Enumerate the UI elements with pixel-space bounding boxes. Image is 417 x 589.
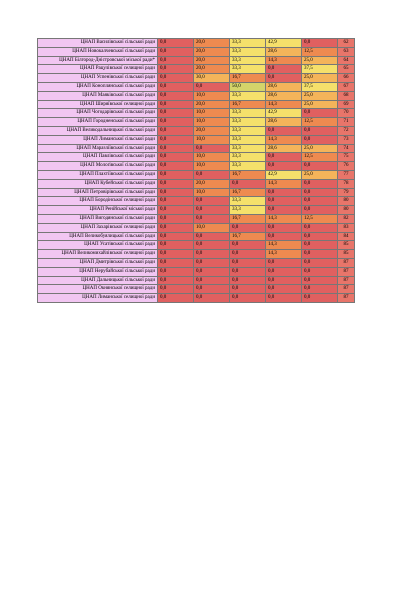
score-cell: 16,7 (230, 214, 266, 223)
rank-cell: 73 (338, 135, 355, 144)
cnap-name-cell: ЦНАП Новокалчевської сільської ради (38, 47, 158, 56)
score-cell: 10,0 (194, 109, 230, 118)
score-cell: 0,0 (266, 153, 302, 162)
score-cell: 0,0 (302, 162, 338, 171)
score-cell: 0,0 (194, 267, 230, 276)
ranking-table (37, 38, 355, 303)
score-cell: 16,7 (230, 232, 266, 241)
score-cell: 0,0 (158, 285, 194, 294)
score-cell: 0,0 (158, 91, 194, 100)
score-cell: 0,0 (158, 258, 194, 267)
score-cell: 16,7 (230, 74, 266, 83)
cnap-name-cell: ЦНАП Великодальницької сільської ради (38, 126, 158, 135)
cnap-name-cell: ЦНАП Рацулівської селищної ради (38, 65, 158, 74)
cnap-name-cell: ЦНАП Вигодянської сільської ради (38, 214, 158, 223)
score-cell: 0,0 (194, 294, 230, 303)
table-row (38, 47, 355, 56)
cnap-name-cell: ЦНАП Дальницької сільської ради (38, 276, 158, 285)
score-cell: 0,0 (158, 144, 194, 153)
rank-cell: 87 (338, 285, 355, 294)
score-cell: 12,5 (302, 118, 338, 127)
score-cell: 0,0 (194, 82, 230, 91)
score-cell: 0,0 (302, 206, 338, 215)
score-cell: 30,0 (194, 74, 230, 83)
cnap-name-cell: ЦНАП Лиманської селищної ради (38, 294, 158, 303)
score-cell: 0,0 (194, 206, 230, 215)
score-cell: 33,3 (230, 135, 266, 144)
score-cell: 0,0 (158, 47, 194, 56)
score-cell: 0,0 (158, 250, 194, 259)
table-row (38, 39, 355, 48)
table-row (38, 276, 355, 285)
score-cell: 16,7 (230, 170, 266, 179)
score-cell: 0,0 (194, 258, 230, 267)
cnap-name-cell: ЦНАП Кубейської сільської ради (38, 179, 158, 188)
score-cell: 28,6 (266, 47, 302, 56)
score-cell: 0,0 (266, 258, 302, 267)
score-cell: 0,0 (158, 126, 194, 135)
cnap-name-cell: ЦНАП Ренійської міської ради (38, 206, 158, 215)
cnap-name-cell: ЦНАП Василівської сільської ради (38, 39, 158, 48)
score-cell: 42,9 (266, 39, 302, 48)
table-row (38, 258, 355, 267)
rank-cell: 85 (338, 241, 355, 250)
score-cell: 16,7 (230, 188, 266, 197)
score-cell: 0,0 (266, 162, 302, 171)
score-cell: 0,0 (158, 276, 194, 285)
score-cell: 0,0 (194, 241, 230, 250)
score-cell: 10,0 (194, 188, 230, 197)
score-cell: 20,0 (194, 100, 230, 109)
rank-cell: 78 (338, 179, 355, 188)
score-cell: 37,5 (302, 82, 338, 91)
rank-cell: 70 (338, 109, 355, 118)
table-row (38, 250, 355, 259)
rank-cell: 75 (338, 153, 355, 162)
rank-cell: 77 (338, 170, 355, 179)
table-row (38, 188, 355, 197)
score-cell: 33,3 (230, 197, 266, 206)
score-cell: 0,0 (230, 294, 266, 303)
score-cell: 12,5 (302, 214, 338, 223)
rank-cell: 85 (338, 250, 355, 259)
rank-cell: 72 (338, 126, 355, 135)
score-cell: 33,3 (230, 91, 266, 100)
score-cell: 0,0 (158, 267, 194, 276)
score-cell: 0,0 (266, 223, 302, 232)
score-cell: 16,7 (230, 100, 266, 109)
score-cell: 0,0 (194, 285, 230, 294)
score-cell: 0,0 (266, 65, 302, 74)
table-row (38, 285, 355, 294)
score-cell: 0,0 (230, 179, 266, 188)
score-cell: 0,0 (194, 276, 230, 285)
score-cell: 33,3 (230, 153, 266, 162)
score-cell: 0,0 (194, 250, 230, 259)
table-row (38, 206, 355, 215)
score-cell: 28,6 (266, 118, 302, 127)
score-cell: 0,0 (230, 258, 266, 267)
cnap-name-cell: ЦНАП Маразліївської сільської ради (38, 144, 158, 153)
rank-cell: 64 (338, 56, 355, 65)
rank-cell: 68 (338, 91, 355, 100)
score-cell: 0,0 (194, 232, 230, 241)
score-cell: 0,0 (158, 188, 194, 197)
score-cell: 0,0 (158, 39, 194, 48)
cnap-name-cell: ЦНАП Дмитрівської сільської ради (38, 258, 158, 267)
score-cell: 0,0 (266, 267, 302, 276)
cnap-name-cell: ЦНАП Лиманської сільської ради (38, 135, 158, 144)
rank-cell: 80 (338, 197, 355, 206)
score-cell: 0,0 (158, 118, 194, 127)
score-cell: 0,0 (230, 223, 266, 232)
score-cell: 0,0 (302, 276, 338, 285)
score-cell: 0,0 (302, 188, 338, 197)
score-cell: 42,9 (266, 170, 302, 179)
score-cell: 0,0 (266, 197, 302, 206)
table-row (38, 56, 355, 65)
score-cell: 0,0 (158, 100, 194, 109)
cnap-name-cell: ЦНАП Петровірівської сільської ради (38, 188, 158, 197)
rank-cell: 62 (338, 39, 355, 48)
score-cell: 0,0 (302, 232, 338, 241)
score-cell: 25,0 (302, 170, 338, 179)
score-cell: 33,3 (230, 39, 266, 48)
rank-cell: 84 (338, 232, 355, 241)
score-cell: 0,0 (158, 162, 194, 171)
score-cell: 0,0 (302, 294, 338, 303)
score-cell: 10,0 (194, 153, 230, 162)
table-row (38, 91, 355, 100)
cnap-name-cell: ЦНАП Павлівської сільської ради (38, 153, 158, 162)
score-cell: 12,5 (302, 47, 338, 56)
table-row (38, 179, 355, 188)
score-cell: 0,0 (158, 223, 194, 232)
score-cell: 10,0 (194, 118, 230, 127)
rank-cell: 83 (338, 223, 355, 232)
rank-cell: 87 (338, 276, 355, 285)
score-cell: 20,0 (194, 56, 230, 65)
score-cell: 0,0 (158, 135, 194, 144)
cnap-name-cell: ЦНАП Нерубайської сільської ради (38, 267, 158, 276)
score-cell: 10,0 (194, 223, 230, 232)
cnap-name-cell: ЦНАП Ширяївської селищної ради (38, 100, 158, 109)
rank-cell: 69 (338, 100, 355, 109)
score-cell: 0,0 (302, 126, 338, 135)
score-cell: 0,0 (302, 223, 338, 232)
score-cell: 33,3 (230, 126, 266, 135)
rank-cell: 66 (338, 74, 355, 83)
score-cell: 0,0 (158, 206, 194, 215)
score-cell: 0,0 (158, 74, 194, 83)
score-cell: 0,0 (302, 250, 338, 259)
score-cell: 0,0 (230, 285, 266, 294)
score-cell: 33,3 (230, 65, 266, 74)
score-cell: 0,0 (194, 144, 230, 153)
score-cell: 0,0 (266, 74, 302, 83)
rank-cell: 79 (338, 188, 355, 197)
table-row (38, 241, 355, 250)
cnap-name-cell: ЦНАП Захарівської селищної ради (38, 223, 158, 232)
score-cell: 20,0 (194, 126, 230, 135)
score-cell: 0,0 (302, 258, 338, 267)
score-cell: 0,0 (302, 109, 338, 118)
cnap-name-cell: ЦНАП Чогодарівської сільської ради (38, 109, 158, 118)
score-cell: 0,0 (302, 135, 338, 144)
table-row (38, 118, 355, 127)
score-cell: 0,0 (158, 170, 194, 179)
score-cell: 0,0 (158, 153, 194, 162)
score-cell: 0,0 (266, 276, 302, 285)
cnap-name-cell: ЦНАП Великобуялицької сільської ради (38, 232, 158, 241)
score-cell: 14,3 (266, 179, 302, 188)
table-row (38, 135, 355, 144)
score-cell: 0,0 (158, 65, 194, 74)
table-row (38, 214, 355, 223)
table-row (38, 232, 355, 241)
rank-cell: 87 (338, 267, 355, 276)
table-row (38, 294, 355, 303)
score-cell: 14,3 (266, 250, 302, 259)
score-cell: 0,0 (158, 214, 194, 223)
score-cell: 0,0 (194, 214, 230, 223)
score-cell: 14,3 (266, 214, 302, 223)
table-row (38, 162, 355, 171)
table-row (38, 82, 355, 91)
rank-cell: 63 (338, 47, 355, 56)
score-cell: 10,0 (194, 135, 230, 144)
score-cell: 33,3 (230, 47, 266, 56)
score-cell: 20,0 (194, 65, 230, 74)
rank-cell: 71 (338, 118, 355, 127)
score-cell: 0,0 (194, 170, 230, 179)
score-cell: 14,3 (266, 241, 302, 250)
score-cell: 0,0 (230, 276, 266, 285)
score-cell: 25,0 (302, 74, 338, 83)
score-cell: 20,0 (194, 179, 230, 188)
table-row (38, 109, 355, 118)
table-row (38, 267, 355, 276)
score-cell: 25,0 (302, 56, 338, 65)
score-cell: 0,0 (302, 197, 338, 206)
score-cell: 0,0 (158, 241, 194, 250)
cnap-name-cell: ЦНАП Усатівської сільської ради (38, 241, 158, 250)
score-cell: 0,0 (230, 267, 266, 276)
score-cell: 33,3 (230, 109, 266, 118)
score-cell: 25,0 (302, 144, 338, 153)
score-cell: 37,5 (302, 65, 338, 74)
rank-cell: 76 (338, 162, 355, 171)
score-cell: 0,0 (158, 294, 194, 303)
score-cell: 10,0 (194, 91, 230, 100)
score-cell: 28,6 (266, 144, 302, 153)
score-cell: 0,0 (194, 197, 230, 206)
score-cell: 50,0 (230, 82, 266, 91)
cnap-name-cell: ЦНАП Коноплянської сільської ради (38, 82, 158, 91)
score-cell: 0,0 (158, 56, 194, 65)
score-cell: 20,0 (194, 39, 230, 48)
score-cell: 33,3 (230, 56, 266, 65)
cnap-name-cell: ЦНАП Городненської сільської ради (38, 118, 158, 127)
score-cell: 14,3 (266, 135, 302, 144)
score-cell: 0,0 (302, 285, 338, 294)
score-cell: 0,0 (266, 188, 302, 197)
score-cell: 0,0 (302, 241, 338, 250)
score-cell: 0,0 (266, 294, 302, 303)
table-row (38, 144, 355, 153)
cnap-name-cell: ЦНАП Успенівської сільської ради (38, 74, 158, 83)
score-cell: 0,0 (302, 267, 338, 276)
rank-cell: 87 (338, 294, 355, 303)
rank-cell: 80 (338, 206, 355, 215)
cnap-name-cell: ЦНАП Маяківської сільської ради (38, 91, 158, 100)
score-cell: 0,0 (230, 241, 266, 250)
score-cell: 0,0 (266, 232, 302, 241)
score-cell: 0,0 (158, 82, 194, 91)
table-row (38, 126, 355, 135)
table-row (38, 170, 355, 179)
rank-cell: 87 (338, 258, 355, 267)
score-cell: 14,3 (266, 56, 302, 65)
cnap-name-cell: ЦНАП Молоґівської сільської ради (38, 162, 158, 171)
table-row (38, 197, 355, 206)
score-cell: 0,0 (230, 250, 266, 259)
score-cell: 0,0 (302, 179, 338, 188)
score-cell: 0,0 (302, 39, 338, 48)
score-cell: 42,9 (266, 109, 302, 118)
score-cell: 12,5 (302, 153, 338, 162)
table-row (38, 223, 355, 232)
cnap-name-cell: ЦНАП Окнянської селищної ради (38, 285, 158, 294)
score-cell: 0,0 (158, 232, 194, 241)
cnap-name-cell: ЦНАП Плахтіївської сільської ради (38, 170, 158, 179)
table-row (38, 74, 355, 83)
score-cell: 28,6 (266, 82, 302, 91)
cnap-name-cell: ЦНАП Білгород-Дністровської міської ради* (38, 56, 158, 65)
cnap-name-cell: ЦНАП Великомихайлівської селищної ради (38, 250, 158, 259)
score-cell: 33,3 (230, 162, 266, 171)
score-cell: 0,0 (158, 109, 194, 118)
score-cell: 33,3 (230, 118, 266, 127)
score-cell: 25,0 (302, 100, 338, 109)
rank-cell: 82 (338, 214, 355, 223)
score-cell: 0,0 (266, 285, 302, 294)
score-cell: 10,0 (194, 162, 230, 171)
score-cell: 28,6 (266, 91, 302, 100)
cnap-name-cell: ЦНАП Бородінської селищної ради (38, 197, 158, 206)
score-cell: 25,0 (302, 91, 338, 100)
table-row (38, 100, 355, 109)
rank-cell: 67 (338, 82, 355, 91)
table-row (38, 65, 355, 74)
score-cell: 0,0 (266, 206, 302, 215)
score-cell: 33,3 (230, 206, 266, 215)
table-row (38, 153, 355, 162)
score-cell: 0,0 (158, 179, 194, 188)
rank-cell: 65 (338, 65, 355, 74)
score-cell: 33,3 (230, 144, 266, 153)
score-cell: 14,3 (266, 100, 302, 109)
rank-cell: 74 (338, 144, 355, 153)
score-cell: 20,0 (194, 47, 230, 56)
score-cell: 0,0 (158, 197, 194, 206)
score-cell: 0,0 (266, 126, 302, 135)
ranking-table-body (38, 39, 355, 303)
